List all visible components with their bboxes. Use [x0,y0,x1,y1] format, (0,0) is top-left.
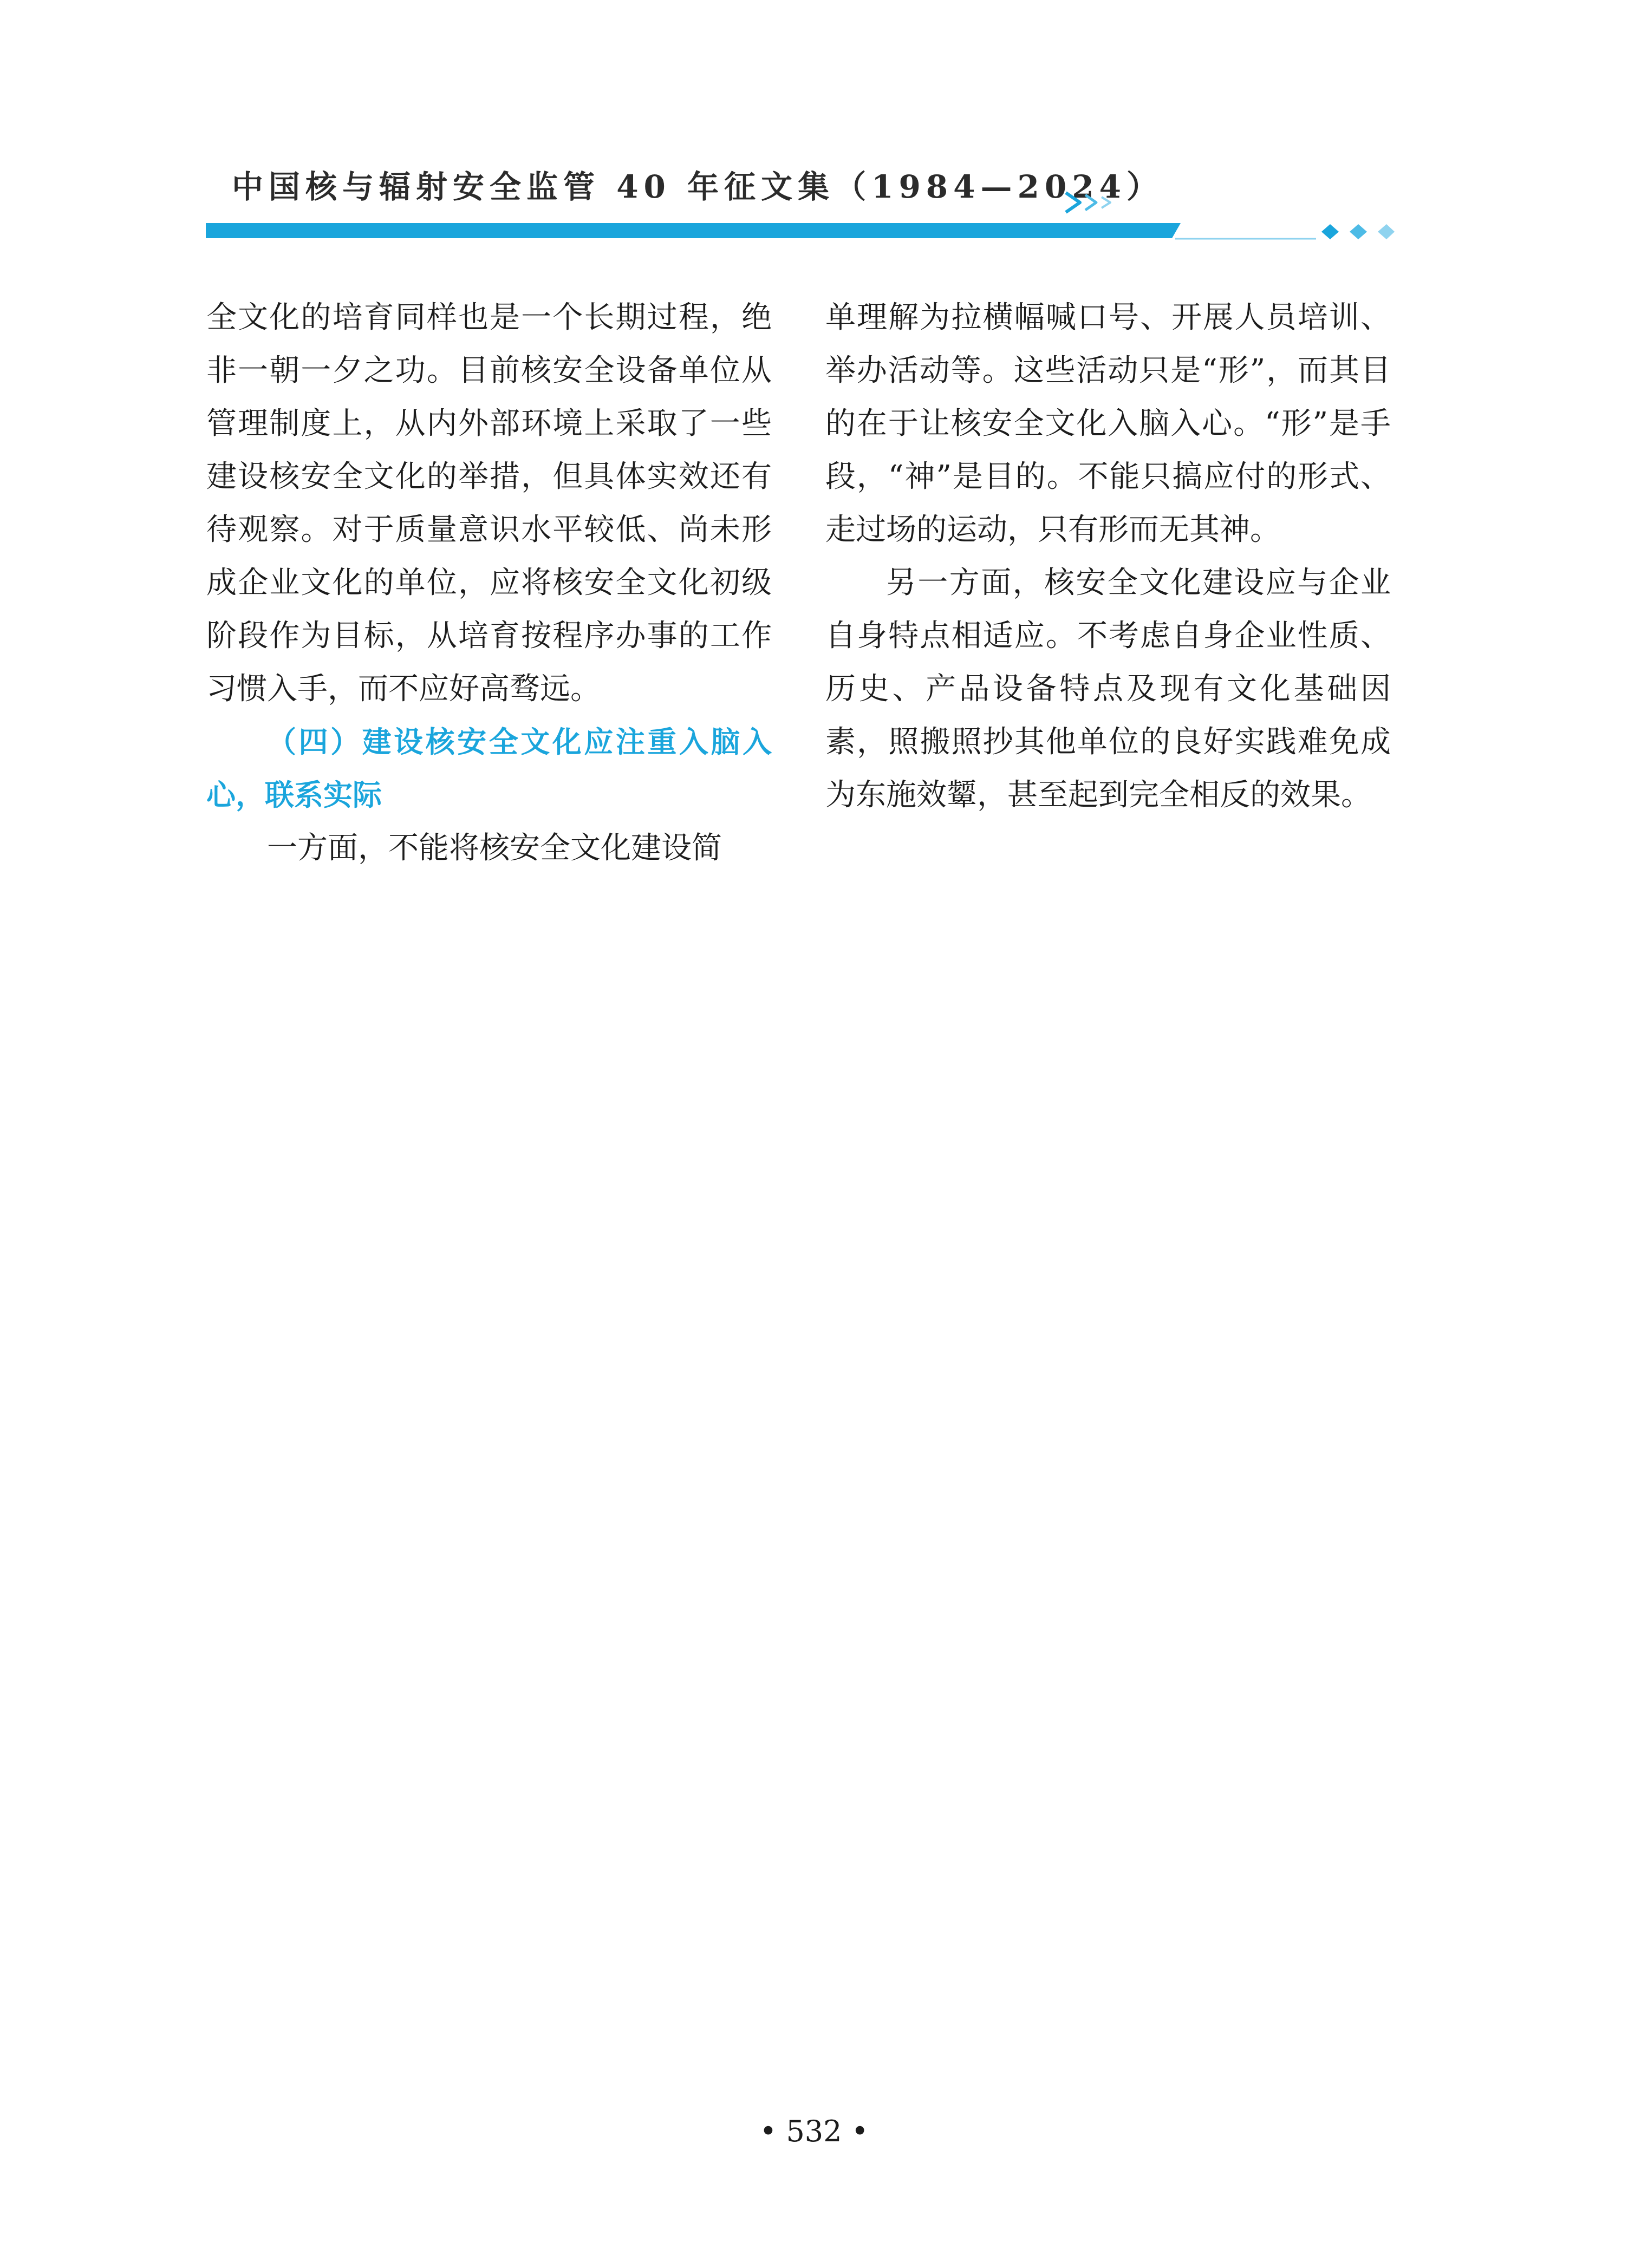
paragraph-continuation: 单理解为拉横幅喊口号、开展人员培训、举办活动等。这些活动只是“形”，而其目的在于让核安全文化入脑入心。“形”是手段，“神”是目的。不能只搞应付的形式、走过场的运动，只有形而无其神。 [825,300,1391,547]
paragraph-continuation: 全文化的培育同样也是一个长期过程，绝非一朝一夕之功。目前核安全设备单位从管理制度上，从内外部环境上采取了一些建设核安全文化的举措，但具体实效还有待观察。对于质量意识水平较低、尚未形成企业文化的单位，应将核安全文化初级阶段作为目标，从培育按程序办事的工作习惯入手，而不应好高骛远。 [206,300,772,707]
paragraph: 一方面，不能将核安全文化建设简 [267,831,722,866]
paragraph: 另一方面，核安全文化建设应与企业自身特点相适应。不考虑自身企业性质、历史、产品设备特点及现有文化基础因素，照搬照抄其他单位的良好实践难免成为东施效颦，甚至起到完全相反的效果。 [825,565,1391,813]
running-title: 中国核与辐射安全监管 40 年征文集（1984—2024） [232,168,1163,205]
page-number: • 532 • [759,2114,869,2148]
section-heading: （四）建设核安全文化应注重入脑入心，联系实际 [206,725,772,812]
left-column [206,291,772,875]
header-rule [206,221,1395,243]
chevrons-icon [1062,186,1121,219]
right-column [825,291,1391,822]
